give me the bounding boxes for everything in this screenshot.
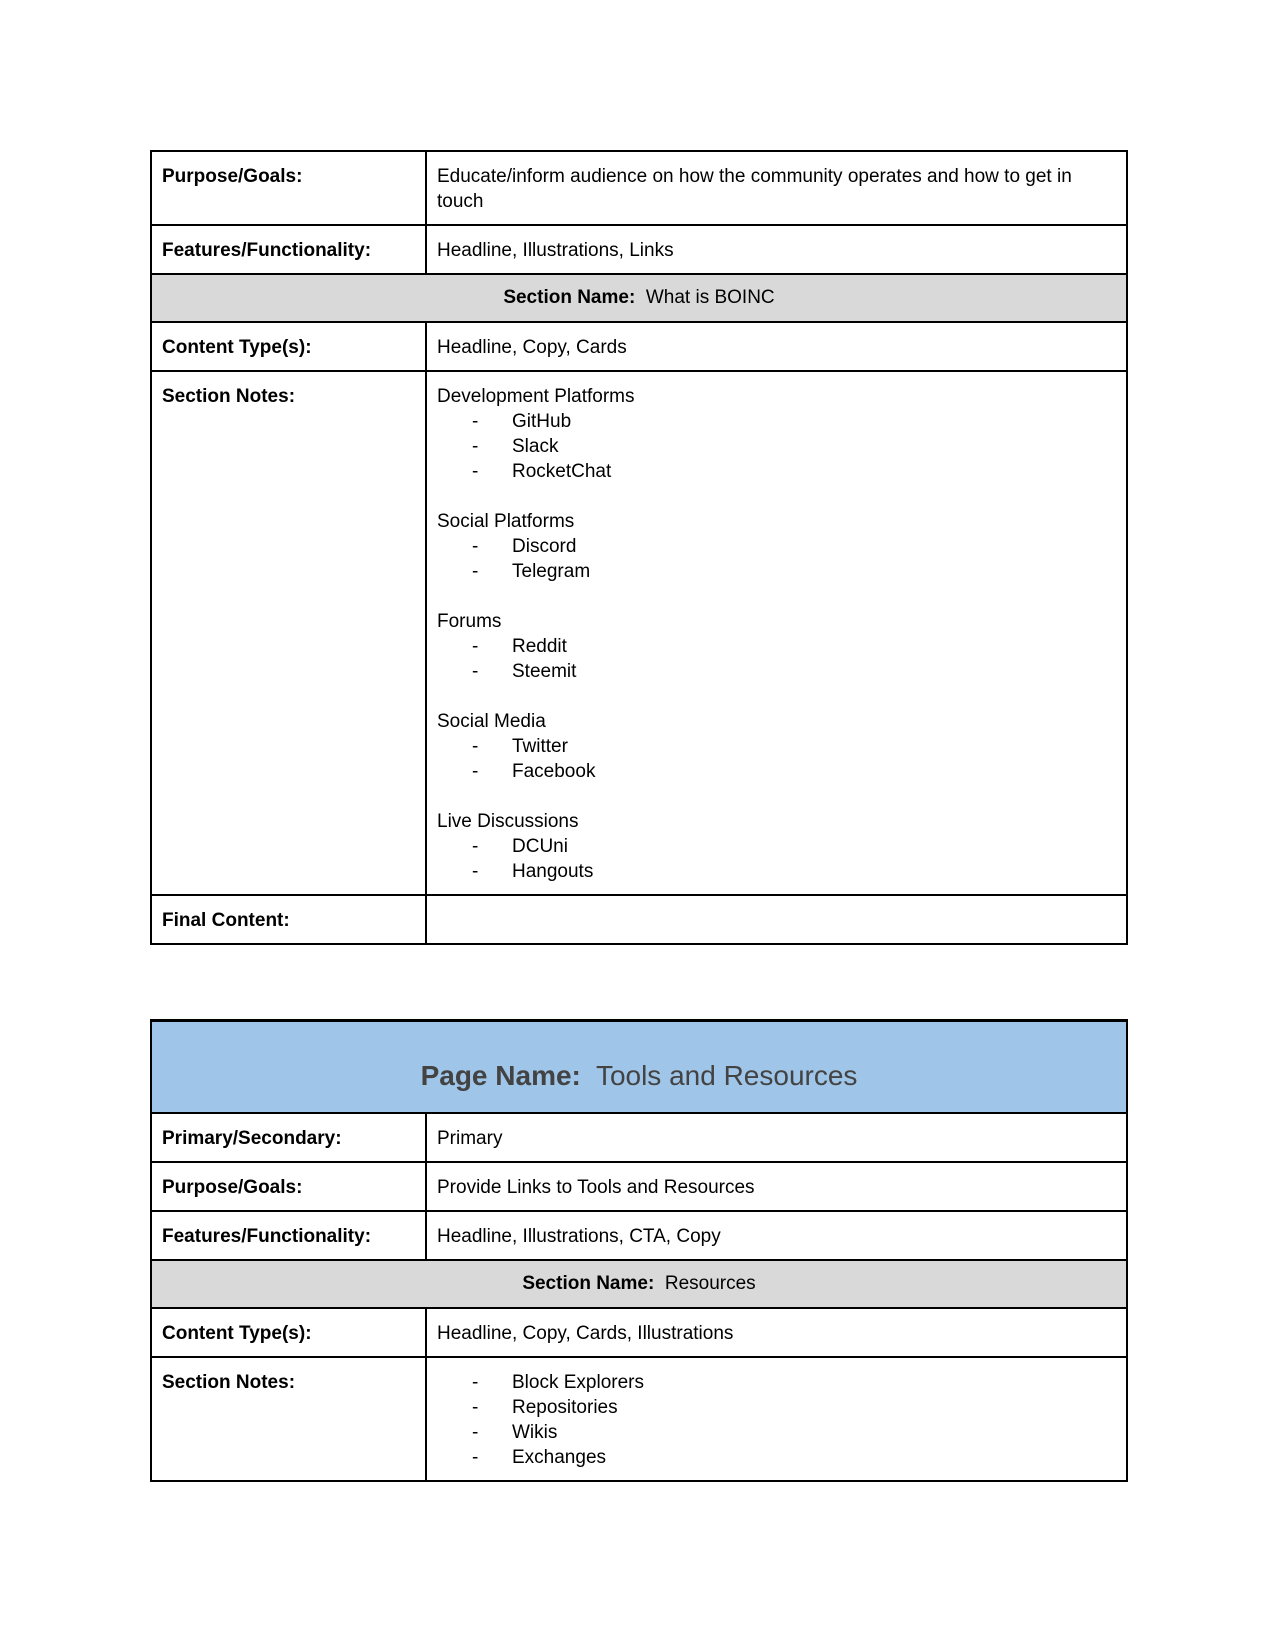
list-item — [437, 459, 1116, 484]
section-name-row — [151, 1260, 1127, 1308]
final-content-label: Final Content: — [151, 895, 426, 944]
dash-bullet: - — [472, 461, 479, 482]
purpose-label: Purpose/Goals: — [151, 1162, 426, 1211]
section-notes — [426, 371, 1127, 895]
content-types-value: Headline, Copy, Cards, Illustrations — [426, 1308, 1127, 1357]
primary-row — [151, 1113, 1127, 1162]
dash-bullet: - — [472, 1446, 479, 1468]
dash-bullet: - — [472, 436, 479, 457]
list-item-text: Facebook — [512, 761, 596, 782]
list-item — [437, 434, 1116, 459]
purpose-row — [151, 151, 1127, 225]
list-item — [437, 1445, 1116, 1470]
dash-bullet: - — [472, 761, 479, 782]
page-name — [151, 1021, 1127, 1113]
purpose-value: Provide Links to Tools and Resources — [426, 1162, 1127, 1211]
notes-group — [437, 809, 1116, 884]
page-name-label: Page Name: — [420, 1059, 581, 1091]
dash-bullet: - — [472, 561, 479, 582]
list-item-text: Wikis — [512, 1421, 558, 1443]
page-name-value: Tools and Resources — [595, 1059, 858, 1091]
dash-bullet: - — [472, 836, 479, 857]
section-notes-label: Section Notes: — [151, 1357, 426, 1481]
notes-group-heading: Social Platforms — [437, 511, 575, 532]
list-item — [437, 1420, 1116, 1445]
purpose-value: Educate/inform audience on how the community operates and how to get in touch — [426, 151, 1127, 225]
dash-bullet: - — [472, 536, 479, 557]
list-item-text: Telegram — [512, 561, 591, 582]
final-content-row — [151, 895, 1127, 944]
list-item-text: Twitter — [512, 736, 568, 757]
list-item-text: Slack — [512, 436, 559, 457]
list-item-text: Block Explorers — [512, 1371, 644, 1393]
content-types-label: Content Type(s): — [151, 1308, 426, 1357]
purpose-label: Purpose/Goals: — [151, 151, 426, 225]
section-name-label: Section Name: — [522, 1272, 655, 1294]
list-item-text: Hangouts — [512, 861, 594, 882]
content-types-value: Headline, Copy, Cards — [426, 322, 1127, 371]
purpose-row — [151, 1162, 1127, 1211]
list-item — [437, 1395, 1116, 1420]
dash-bullet: - — [472, 861, 479, 882]
section-notes-row — [151, 1357, 1127, 1481]
list-item — [437, 859, 1116, 884]
section-notes-label: Section Notes: — [151, 371, 426, 895]
list-item — [437, 534, 1116, 559]
list-item — [437, 634, 1116, 659]
features-row — [151, 225, 1127, 274]
dash-bullet: - — [472, 736, 479, 757]
notes-group — [437, 609, 1116, 684]
list-item — [437, 834, 1116, 859]
primary-value: Primary — [426, 1113, 1127, 1162]
section-name — [151, 1260, 1127, 1308]
notes-group-heading: Development Platforms — [437, 386, 635, 407]
notes-group-heading: Forums — [437, 611, 502, 632]
notes-group-heading: Social Media — [437, 711, 546, 732]
features-value: Headline, Illustrations, Links — [426, 225, 1127, 274]
content-types-row — [151, 322, 1127, 371]
section-name-label: Section Name: — [503, 287, 636, 308]
notes-group — [437, 509, 1116, 584]
section-notes — [426, 1357, 1127, 1481]
features-label: Features/Functionality: — [151, 225, 426, 274]
section-name-row — [151, 274, 1127, 322]
features-label: Features/Functionality: — [151, 1211, 426, 1260]
list-item-text: RocketChat — [512, 461, 612, 482]
primary-label: Primary/Secondary: — [151, 1113, 426, 1162]
list-item — [437, 734, 1116, 759]
dash-bullet: - — [472, 636, 479, 657]
list-item-text: Exchanges — [512, 1446, 607, 1468]
final-content-value — [426, 895, 1127, 944]
section-notes-row — [151, 371, 1127, 895]
list-item-text: Discord — [512, 536, 577, 557]
section-name-value: Resources — [664, 1272, 756, 1294]
features-row — [151, 1211, 1127, 1260]
features-value: Headline, Illustrations, CTA, Copy — [426, 1211, 1127, 1260]
list-item — [437, 659, 1116, 684]
content-types-row — [151, 1308, 1127, 1357]
dash-bullet: - — [472, 1371, 479, 1393]
page-name-row — [151, 1021, 1127, 1113]
content-types-label: Content Type(s): — [151, 322, 426, 371]
list-item-text: Reddit — [512, 636, 567, 657]
dash-bullet: - — [472, 1396, 479, 1418]
dash-bullet: - — [472, 411, 479, 432]
page-spec-table-2 — [150, 1019, 1128, 1482]
notes-group — [437, 384, 1116, 484]
section-name — [151, 274, 1127, 322]
list-item-text: Repositories — [512, 1396, 618, 1418]
dash-bullet: - — [472, 1421, 479, 1443]
list-item — [437, 409, 1116, 434]
list-item — [437, 559, 1116, 584]
notes-group — [437, 709, 1116, 784]
section-name-value: What is BOINC — [645, 287, 775, 308]
page-spec-table-1 — [150, 150, 1128, 945]
list-item-text: Steemit — [512, 661, 577, 682]
dash-bullet: - — [472, 661, 479, 682]
notes-group-heading: Live Discussions — [437, 811, 579, 832]
list-item — [437, 1370, 1116, 1395]
list-item — [437, 759, 1116, 784]
list-item-text: DCUni — [512, 836, 568, 857]
list-item-text: GitHub — [512, 411, 572, 432]
